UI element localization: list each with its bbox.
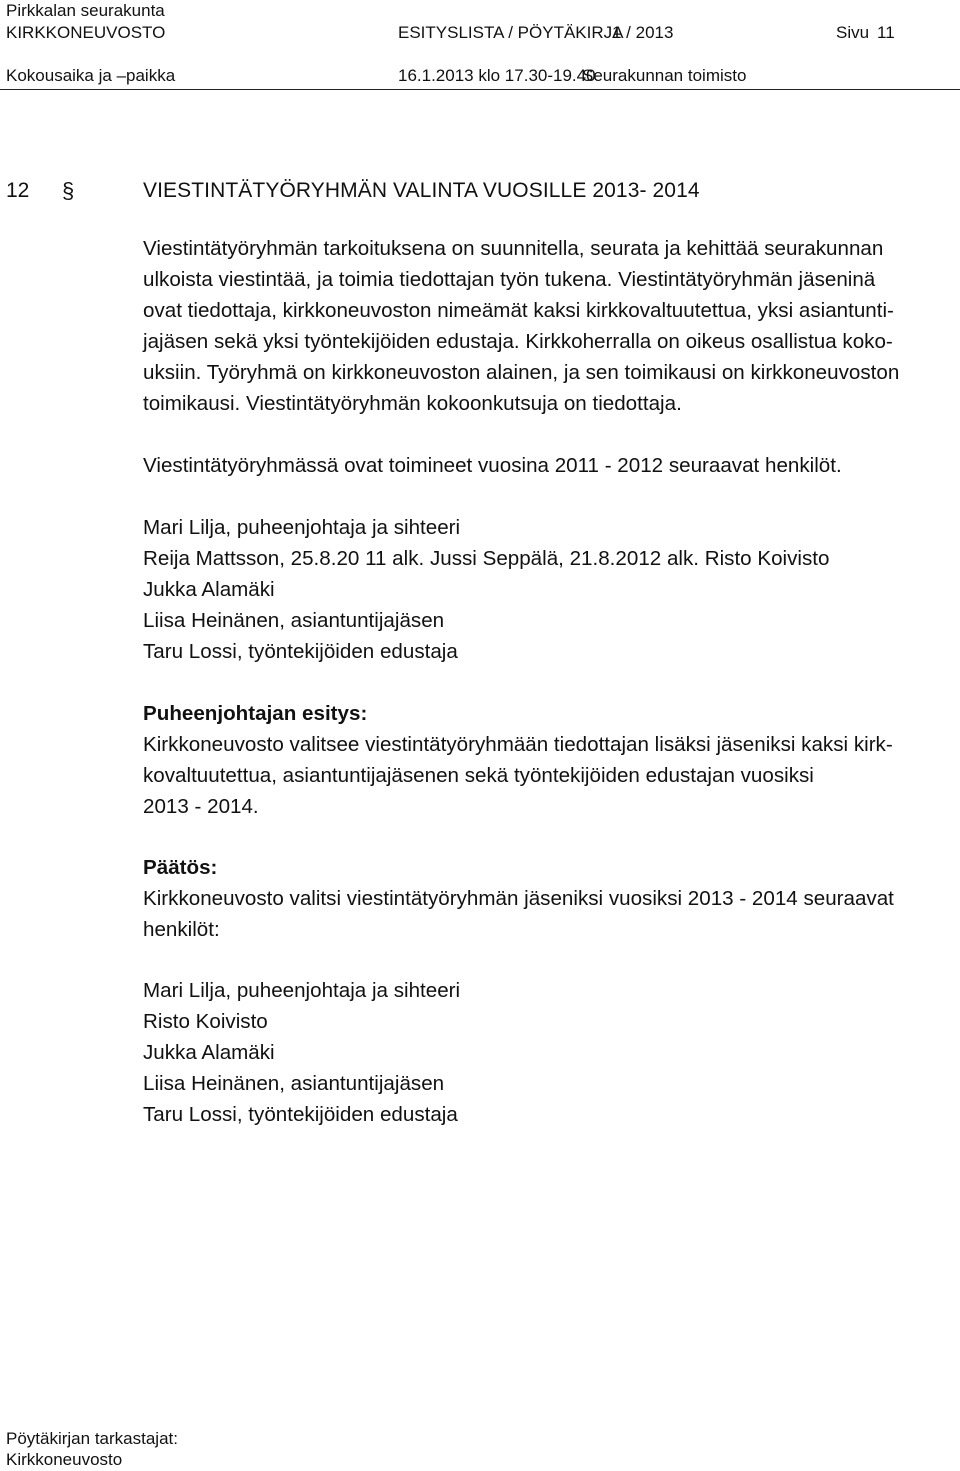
list-item: Taru Lossi, työntekijöiden edustaja (143, 640, 458, 663)
proposal-heading: Puheenjohtajan esitys: (143, 702, 368, 725)
list-item: Jukka Alamäki (143, 578, 275, 601)
decision-members-list (143, 975, 958, 1130)
section-mark: § (62, 178, 75, 203)
header-doc-number: 1 / 2013 (612, 23, 674, 42)
previous-intro-text: Viestintätyöryhmässä ovat toimineet vuosina 2011 - 2012 seuraavat henkilöt. (143, 454, 842, 477)
header-meeting-place: Seurakunnan toimisto (582, 66, 747, 85)
header-page-label: Sivu (836, 23, 870, 42)
section-title: VIESTINTÄTYÖRYHMÄN VALINTA VUOSILLE 2013- 2014 (143, 179, 700, 202)
section-number: 12 (6, 179, 30, 202)
footer-sub: Kirkkoneuvosto (6, 1450, 123, 1469)
intro-paragraph (143, 233, 958, 419)
list-item: Mari Lilja, puheenjohtaja ja sihteeri (143, 979, 461, 1002)
proposal-line: 2013 - 2014. (143, 795, 259, 818)
decision-line: henkilöt: (143, 918, 220, 941)
previous-intro (143, 450, 958, 481)
decision-heading: Päätös: (143, 856, 218, 879)
header-meeting-label: Kokousaika ja –paikka (6, 66, 176, 85)
header-meeting-datetime: 16.1.2013 klo 17.30-19.40 (398, 66, 596, 85)
header-org: Pirkkalan seurakunta (6, 1, 165, 20)
header-body-name: KIRKKONEUVOSTO (6, 23, 166, 42)
intro-line: toimikausi. Viestintätyöryhmän kokoonkutsuja on tiedottaja. (143, 392, 682, 415)
proposal-block (143, 698, 958, 822)
intro-line: jajäsen sekä yksi työntekijöiden edustaja. Kirkkoherralla on oikeus osallistua koko- (143, 330, 893, 353)
previous-members-list (143, 512, 958, 667)
list-item: Risto Koivisto (143, 1010, 268, 1033)
intro-line: ulkoista viestintää, ja toimia tiedottajan työn tukena. Viestintätyöryhmän jäseninä (143, 268, 876, 291)
header-divider (0, 89, 960, 90)
list-item: Liisa Heinänen, asiantuntijajäsen (143, 609, 445, 632)
list-item: Jukka Alamäki (143, 1041, 275, 1064)
list-item: Taru Lossi, työntekijöiden edustaja (143, 1103, 458, 1126)
intro-line: ovat tiedottaja, kirkkoneuvoston nimeämät kaksi kirkkovaltuutettua, yksi asiantunti- (143, 299, 894, 322)
decision-block (143, 852, 958, 945)
header-doc-type: ESITYSLISTA / PÖYTÄKIRJA (398, 23, 624, 42)
list-item: Reija Mattsson, 25.8.20 11 alk. Jussi Seppälä, 21.8.2012 alk. Risto Koivisto (143, 547, 830, 570)
intro-line: Viestintätyöryhmän tarkoituksena on suunnitella, seurata ja kehittää seurakunnan (143, 237, 884, 260)
list-item: Mari Lilja, puheenjohtaja ja sihteeri (143, 516, 461, 539)
list-item: Liisa Heinänen, asiantuntijajäsen (143, 1072, 445, 1095)
proposal-line: kovaltuutettua, asiantuntijajäsenen sekä työntekijöiden edustajan vuosiksi (143, 764, 814, 787)
header-page-number: 11 (877, 23, 895, 42)
decision-line: Kirkkoneuvosto valitsi viestintätyöryhmän jäseniksi vuosiksi 2013 - 2014 seuraavat (143, 887, 894, 910)
intro-line: uksiin. Työryhmä on kirkkoneuvoston alainen, ja sen toimikausi on kirkkoneuvoston (143, 361, 900, 384)
proposal-line: Kirkkoneuvosto valitsee viestintätyöryhmään tiedottajan lisäksi jäseniksi kaksi kirk- (143, 733, 893, 756)
footer-label: Pöytäkirjan tarkastajat: (6, 1429, 178, 1448)
